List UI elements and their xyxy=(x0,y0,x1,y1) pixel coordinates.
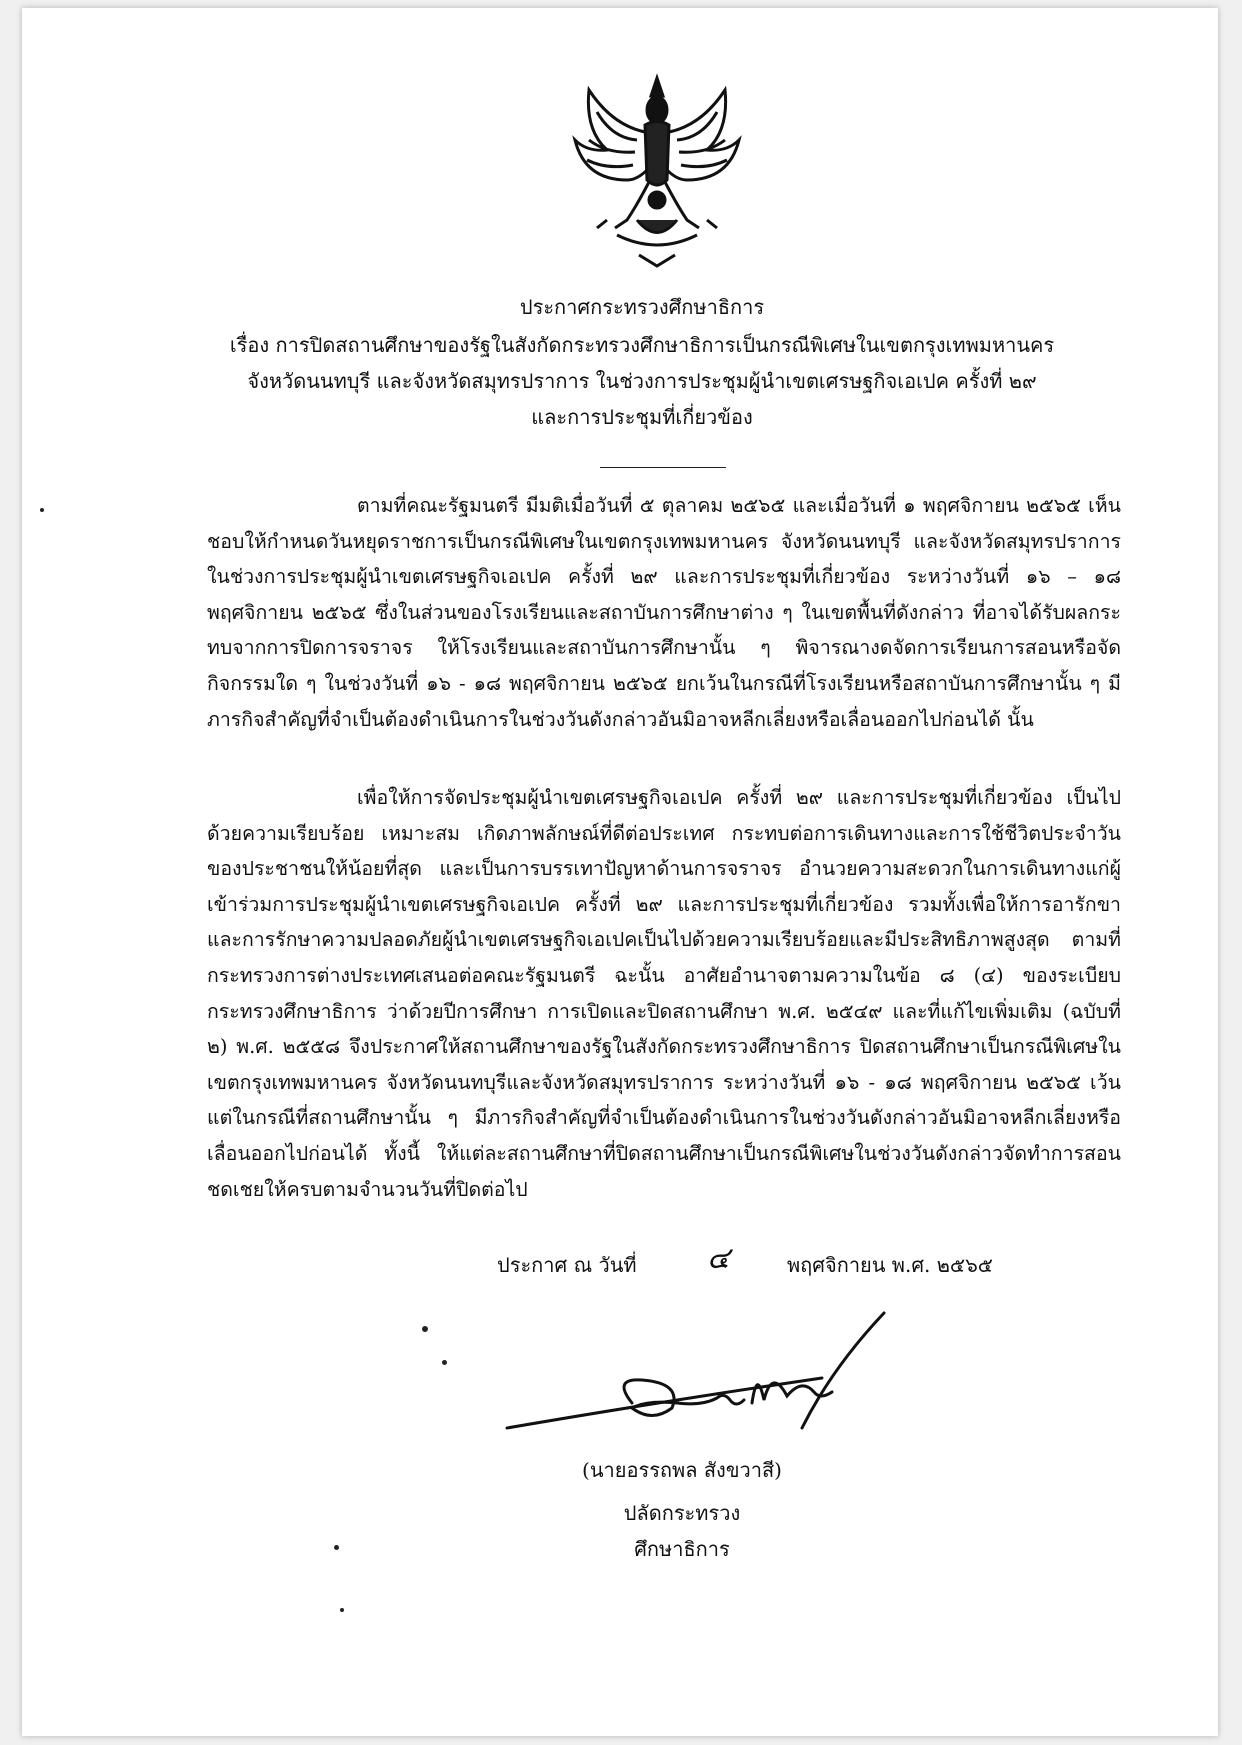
body-paragraph-2: เพื่อให้การจัดประชุมผู้นำเขตเศรษฐกิจเอเปค ครั้งที่ ๒๙ และการประชุมที่เกี่ยวข้อง เป็นไปด้วยความเรียบร้อย เหมาะสม เกิดภาพลักษณ์ที่ดีต่อประเทศ กระทบต่อการเดินทางและการใช้ชีวิตประจำวันของประชาชนให้น้อยที่สุด และเป็นการบรรเทาปัญหาด้านการจราจร อำนวยความสะดวกในการเดินทางแก่ผู้เข้าร่วมการประชุมผู้นำเขตเศรษฐกิจเอเปค ครั้งที่ ๒๙ และการประชุมที่เกี่ยวข้อง รวมทั้งเพื่อให้การอารักขาและการรักษาความปลอดภัยผู้นำเขตเศรษฐกิจเอเปคเป็นไปด้วยความเรียบร้อยและมีประสิทธิภาพสูงสุด ตามที่กระทรวงการต่างประเทศเสนอต่อคณะรัฐมนตรี ฉะนั้น อาศัยอำนาจตามความในข้อ ๘ (๔) ของระเบียบกระทรวงศึกษาธิการ ว่าด้วยปีการศึกษา การเปิดและปิดสถานศึกษา พ.ศ. ๒๕๔๙ และที่แก้ไขเพิ่มเติม (ฉบับที่ ๒) พ.ศ. ๒๕๕๘ จึงประกาศให้สถานศึกษาของรัฐในสังกัดกระทรวงศึกษาธิการ ปิดสถานศึกษาเป็นกรณีพิเศษในเขตกรุงเทพมหานคร จังหวัดนนทบุรีและจังหวัดสมุทรปราการ ระหว่างวันที่ ๑๖ - ๑๘ พฤศจิกายน ๒๕๖๕ เว้นแต่ในกรณีที่สถานศึกษานั้น ๆ มีภารกิจสำคัญที่จำเป็นต้องดำเนินการในช่วงวันดังกล่าวอันมิอาจหลีกเลี่ยงหรือเลื่อนออกไปก่อนได้ ทั้งนี้ ให้แต่ละสถานศึกษาที่ปิดสถานศึกษาเป็นกรณีพิเศษในช่วงวันดังกล่าวจัดทำการสอนชดเชยให้ครบตามจำนวนวันที่ปิดต่อไป xyxy=(207,786,1121,1201)
garuda-emblem-icon xyxy=(567,70,747,270)
signer-name: (นายอรรถพล สังขวาสี) xyxy=(582,1458,782,1482)
body-paragraph-1: ตามที่คณะรัฐมนตรี มีมติเมื่อวันที่ ๕ ตุลาคม ๒๕๖๕ และเมื่อวันที่ ๑ พฤศจิกายน ๒๕๖๕ เห็นชอบให้กำหนดวันหยุดราชการเป็นกรณีพิเศษในเขตกรุงเทพมหานคร จังหวัดนนทบุรี และจังหวัดสมุทรปราการ ในช่วงการประชุมผู้นำเขตเศรษฐกิจเอเปค ครั้งที่ ๒๙ และการประชุมที่เกี่ยวข้อง ระหว่างวันที่ ๑๖ – ๑๘ พฤศจิกายน ๒๕๖๕ ซึ่งในส่วนของโรงเรียนและสถาบันการศึกษาต่าง ๆ ในเขตพื้นที่ดังกล่าว ที่อาจได้รับผลกระทบจากการปิดการจราจร ให้โรงเรียนและสถาบันการศึกษานั้น ๆ พิจารณางดจัดการเรียนการสอนหรือจัดกิจกรรมใด ๆ ในช่วงวันที่ ๑๖ - ๑๘ พฤศจิกายน ๒๕๖๕ ยกเว้นในกรณีที่โรงเรียนหรือสถาบันการศึกษานั้น ๆ มีภารกิจสำคัญที่จำเป็นต้องดำเนินการในช่วงวันดังกล่าวอันมิอาจหลีกเลี่ยงหรือเลื่อนออกไปก่อนได้ นั้น xyxy=(207,494,1121,731)
subject-line-3: และการประชุมที่เกี่ยวข้อง xyxy=(531,405,753,429)
announcement-date xyxy=(482,1241,1042,1285)
document-page xyxy=(22,8,1218,1736)
scan-speck xyxy=(442,1360,447,1365)
scan-speck xyxy=(422,1326,428,1332)
scan-speck xyxy=(40,508,44,512)
subject-line-2: จังหวัดนนทบุรี และจังหวัดสมุทรปราการ ในช่วงการประชุมผู้นำเขตเศรษฐกิจเอเปค ครั้งที่ ๒๙ xyxy=(247,369,1037,393)
date-label: ประกาศ ณ วันที่ xyxy=(497,1253,637,1277)
date-day-handwritten: ๔ xyxy=(707,1241,730,1276)
signature-icon xyxy=(502,1308,902,1458)
announcement-title: ประกาศกระทรวงศึกษาธิการ xyxy=(519,295,765,319)
scan-speck xyxy=(340,1608,344,1612)
scan-speck xyxy=(334,1545,339,1550)
title-divider xyxy=(600,467,726,468)
date-month-year: พฤศจิกายน พ.ศ. ๒๕๖๕ xyxy=(787,1253,993,1277)
signer-position: ปลัดกระทรวงศึกษาธิการ xyxy=(623,1501,741,1561)
subject-line-1: เรื่อง การปิดสถานศึกษาของรัฐในสังกัดกระทรวงศึกษาธิการเป็นกรณีพิเศษในเขตกรุงเทพมหานคร xyxy=(229,333,1055,357)
